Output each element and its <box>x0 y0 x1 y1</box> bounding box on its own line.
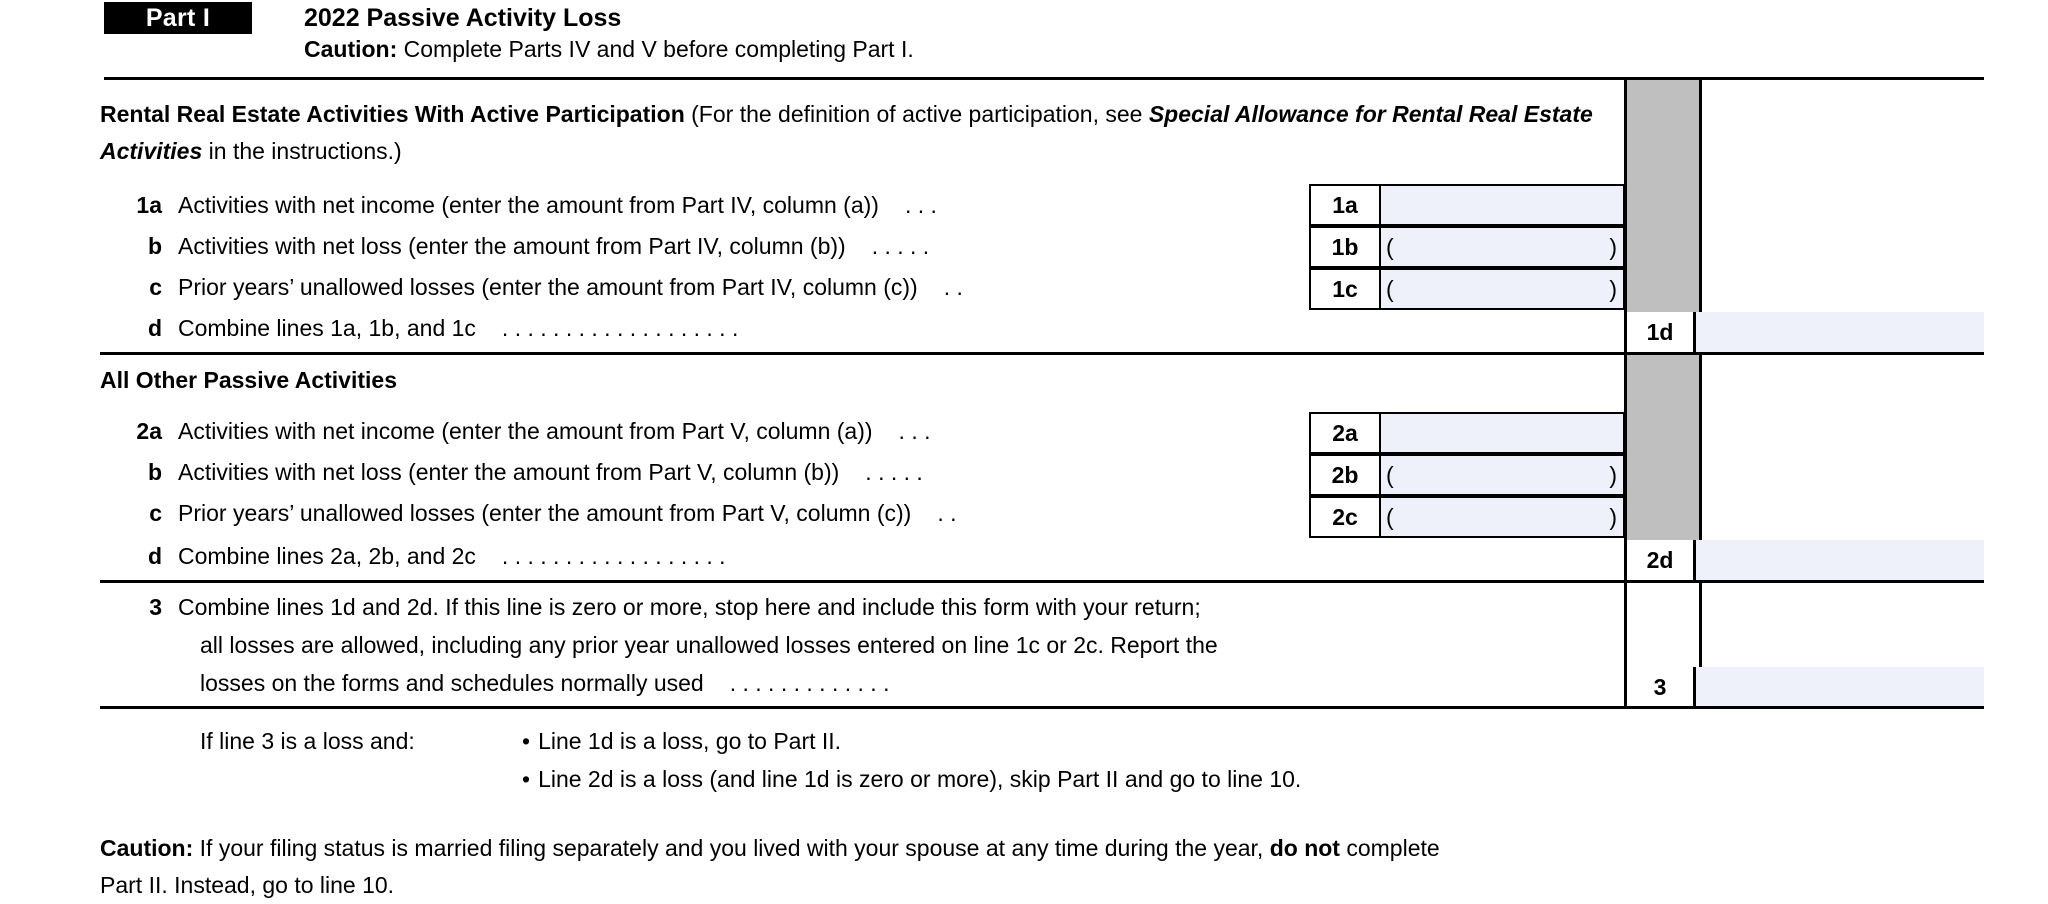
line-2d-description: Combine lines 2a, 2b, and 2c <box>178 543 476 569</box>
line-1c-description: Prior years’ unallowed losses (enter the amount from Part IV, column (c)) <box>178 274 918 300</box>
part-number-tab: Part I <box>104 2 252 34</box>
line-1b-number: b <box>147 233 162 259</box>
bottom-caution-do-not: do not <box>1269 835 1340 861</box>
line-1b-paren-right: ) <box>1609 233 1617 260</box>
line-2b-entry-box[interactable] <box>1309 454 1625 496</box>
line-3-leader: . . . . . . . . . . . . . <box>729 670 890 696</box>
line-2a-tag: 2a <box>1311 414 1381 452</box>
line-1b-paren-left: ( <box>1386 233 1394 260</box>
part-caution-text: Complete Parts IV and V before completing Part I. <box>397 36 914 62</box>
line-3-text-row2 <box>200 630 1218 660</box>
bullet-dot-icon: • <box>522 728 531 754</box>
line-1a-input[interactable] <box>1381 186 1623 224</box>
line-2a-text <box>100 416 931 446</box>
line-2b-paren-right: ) <box>1609 461 1617 488</box>
line-1d-tag: 1d <box>1624 312 1696 352</box>
line-1d-number: d <box>147 315 162 341</box>
line-3-box-upper <box>1624 583 1702 667</box>
line-1c-number: c <box>149 274 162 300</box>
line-2b-paren-left: ( <box>1386 461 1394 488</box>
line-2c-paren-left: ( <box>1386 503 1394 530</box>
line-1d-entry-row[interactable] <box>1624 312 1984 352</box>
line-3-description-1: Combine lines 1d and 2d. If this line is zero or more, stop here and include this form with your return; <box>178 594 1201 620</box>
line-2c-number: c <box>149 500 162 526</box>
line-1a-text <box>100 190 937 220</box>
line-1c-tag: 1c <box>1311 270 1381 308</box>
part-caution-note <box>304 35 914 63</box>
line-1a-tag: 1a <box>1311 186 1381 224</box>
line-2b-leader: . . . . . <box>865 459 923 485</box>
line-3-text-row3 <box>200 668 889 698</box>
line-3-number: 3 <box>149 594 162 620</box>
section1-heading-rest-1: (For the definition of active participation, see <box>684 101 1149 127</box>
line-2c-entry-box[interactable] <box>1309 496 1625 538</box>
line-2d-leader: . . . . . . . . . . . . . . . . . . <box>501 543 726 569</box>
line-1b-tag: 1b <box>1311 228 1381 266</box>
line-2b-tag: 2b <box>1311 456 1381 494</box>
bottom-caution-note <box>100 830 1990 904</box>
section1-heading-bold: Rental Real Estate Activities With Active Participation <box>100 101 685 127</box>
line-1b-input[interactable] <box>1381 228 1623 266</box>
line-1a-number: 1a <box>136 192 162 218</box>
line-2b-number: b <box>147 459 162 485</box>
line-1b-description: Activities with net loss (enter the amount from Part IV, column (b)) <box>178 233 846 259</box>
line-1a-leader: . . . <box>904 192 937 218</box>
section2-heading-bold: All Other Passive Activities <box>100 367 398 393</box>
section1-heading-emphasis: Special Allowance for Rental Real Estate Activities <box>100 101 1593 164</box>
gray-spacer-column-section1 <box>1624 80 1702 312</box>
if-bullet-2-text: Line 2d is a loss (and line 1d is zero or more), skip Part II and go to line 10. <box>538 766 1302 792</box>
line-1c-paren-left: ( <box>1386 275 1394 302</box>
line-1b-entry-box[interactable] <box>1309 226 1625 268</box>
line-2c-input[interactable] <box>1381 498 1623 536</box>
part-title: 2022 Passive Activity Loss <box>304 4 622 32</box>
line-2c-description: Prior years’ unallowed losses (enter the amount from Part V, column (c)) <box>178 500 912 526</box>
line-1c-leader: . . <box>943 274 963 300</box>
line-2c-tag: 2c <box>1311 498 1381 536</box>
line-3-entry-row[interactable] <box>1624 667 1984 707</box>
if-bullet-1-text: Line 1d is a loss, go to Part II. <box>538 728 842 754</box>
line-1c-paren-right: ) <box>1609 275 1617 302</box>
line-2d-entry-row[interactable] <box>1624 540 1984 580</box>
section-all-other-passive-heading <box>100 362 1620 399</box>
line-2d-tag: 2d <box>1624 540 1696 580</box>
line-2c-text <box>100 498 957 528</box>
line-1d-leader: . . . . . . . . . . . . . . . . . . . <box>501 315 739 341</box>
line-1d-description: Combine lines 1a, 1b, and 1c <box>178 315 476 341</box>
line-3-tag: 3 <box>1624 667 1696 707</box>
line-1b-leader: . . . . . <box>871 233 930 259</box>
line-2a-description: Activities with net income (enter the amount from Part V, column (a)) <box>178 418 873 444</box>
line-1b-text <box>100 231 929 261</box>
line-2b-text <box>100 457 923 487</box>
line-2b-description: Activities with net loss (enter the amount from Part V, column (b)) <box>178 459 840 485</box>
bottom-caution-text-a: If your filing status is married filing separately and you lived with your spouse at any time during the year, <box>193 835 1270 861</box>
part-caution-label: Caution: <box>304 36 398 62</box>
line-3-input[interactable] <box>1696 667 1984 707</box>
line-2c-leader: . . <box>937 500 957 526</box>
bottom-caution-line2: Part II. Instead, go to line 10. <box>100 872 395 898</box>
line-2c-paren-right: ) <box>1609 503 1617 530</box>
line-2a-leader: . . . <box>898 418 931 444</box>
line-3-description-2: all losses are allowed, including any prior year unallowed losses entered on line 1c or 2c. Report the <box>200 632 1218 658</box>
line-1d-text <box>100 313 738 343</box>
line-2d-text <box>100 541 726 571</box>
line-2a-entry-box[interactable] <box>1309 412 1625 454</box>
line-3-text-row1 <box>100 592 1201 622</box>
bottom-caution-text-c: complete <box>1339 835 1440 861</box>
line-1a-description: Activities with net income (enter the amount from Part IV, column (a)) <box>178 192 879 218</box>
line-1a-entry-box[interactable] <box>1309 184 1625 226</box>
line-2d-number: d <box>147 543 162 569</box>
if-line-3-lead-text: If line 3 is a loss and: <box>200 728 415 754</box>
list-item <box>522 760 1301 798</box>
section-rental-real-estate-heading <box>100 96 1620 170</box>
line-2a-number: 2a <box>136 418 162 444</box>
section1-heading-rest-2: in the instructions.) <box>202 138 402 164</box>
line-2b-input[interactable] <box>1381 456 1623 494</box>
line-1c-text <box>100 272 963 302</box>
line-1c-entry-box[interactable] <box>1309 268 1625 310</box>
line-1d-input[interactable] <box>1696 312 1984 352</box>
line-2a-input[interactable] <box>1381 414 1623 452</box>
rule-under-part-header <box>104 77 1984 80</box>
part-header <box>104 2 1984 64</box>
line-1c-input[interactable] <box>1381 270 1623 308</box>
gray-spacer-column-section2 <box>1624 355 1702 540</box>
list-item <box>522 722 1301 760</box>
line-2d-input[interactable] <box>1696 540 1984 580</box>
rule-below-line-3 <box>100 706 1984 709</box>
bottom-caution-label: Caution: <box>100 835 194 861</box>
if-line-3-bullet-list <box>522 722 1301 798</box>
bullet-dot-icon: • <box>522 766 531 792</box>
line-3-description-3: losses on the forms and schedules normally used <box>200 670 704 696</box>
